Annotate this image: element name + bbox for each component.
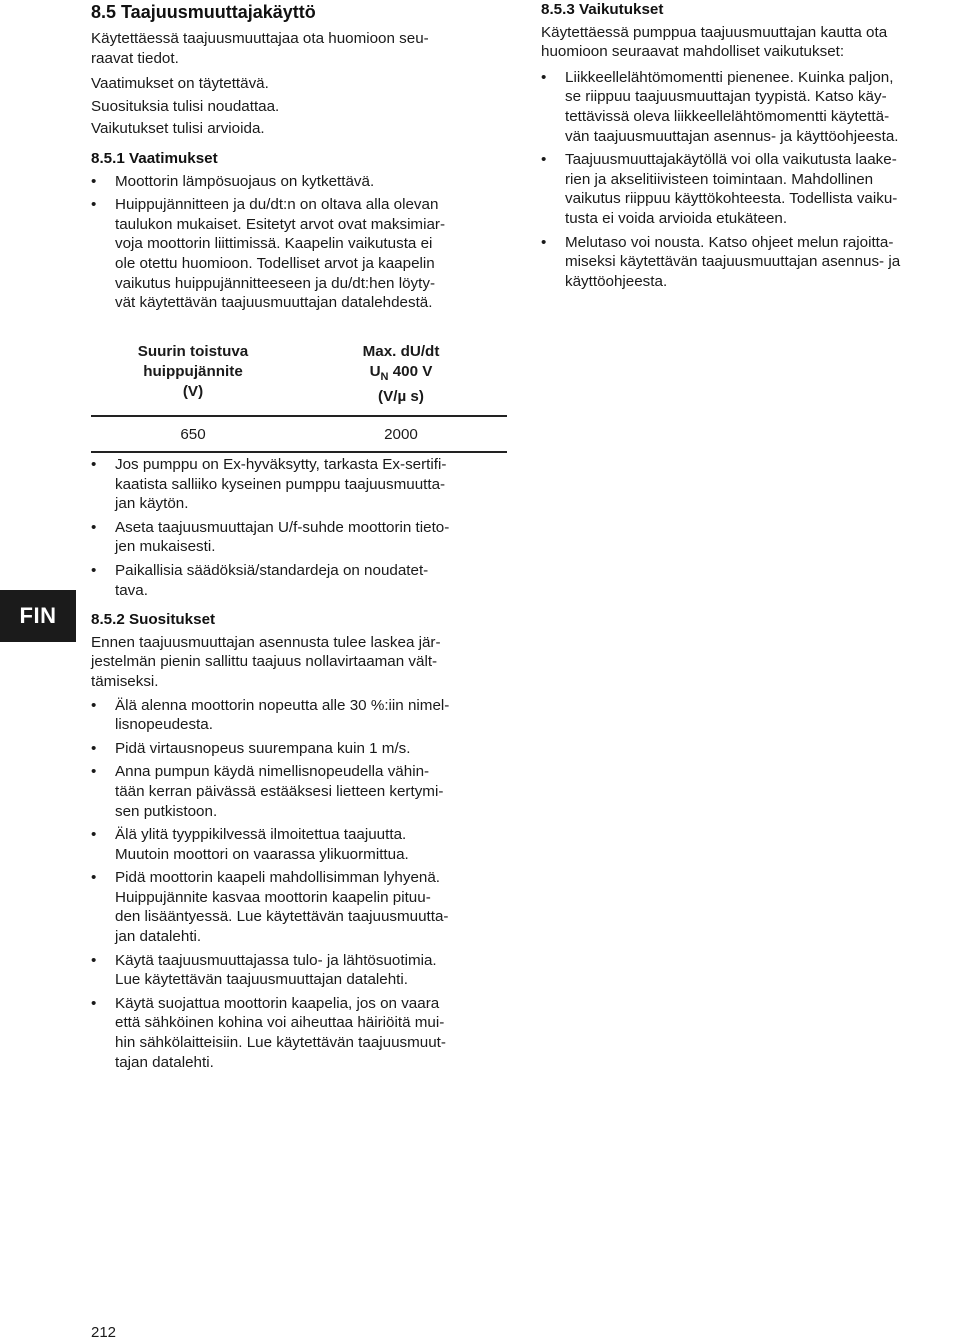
bullet-icon: • bbox=[91, 518, 97, 536]
recommendations-list bbox=[91, 696, 509, 1073]
bullet-icon: • bbox=[91, 951, 97, 969]
intro-paragraph bbox=[91, 633, 509, 692]
bullet-icon: • bbox=[91, 196, 97, 214]
section-heading: 8.5 Taajuusmuuttajakäyttö bbox=[91, 2, 316, 22]
text-line: Pidä moottorin kaapeli mahdollisimman lyhyenä. bbox=[115, 869, 441, 887]
bullet-icon: • bbox=[541, 233, 547, 251]
text-line: jestelmän pienin sallittu taajuus nollavirtaaman vält- bbox=[91, 653, 438, 671]
bullet-icon: • bbox=[91, 696, 97, 714]
text-line: huomioon seuraavat mahdolliset vaikutukset: bbox=[541, 43, 845, 61]
text-line: tämiseksi. bbox=[91, 672, 159, 690]
bullet-icon: • bbox=[541, 68, 547, 86]
text-line: tään kerran päivässä estääksesi lietteen kertymi- bbox=[115, 782, 444, 800]
text-line: Pidä virtausnopeus suurempana kuin 1 m/s. bbox=[115, 739, 411, 757]
list-item bbox=[91, 994, 509, 1072]
requirements-list bbox=[91, 172, 509, 313]
text-line: Vaikutukset tulisi arvioida. bbox=[91, 120, 265, 138]
text-line: vaikutus huippujännitteeseen ja du/dt:hen löyty- bbox=[115, 274, 435, 292]
list-item bbox=[91, 518, 509, 557]
voltage-table bbox=[91, 342, 507, 453]
column-header bbox=[295, 342, 507, 407]
bullet-icon: • bbox=[91, 994, 97, 1012]
list-item bbox=[91, 561, 509, 600]
text-line: vaikutus riippuu käyttökohteesta. Todellista vaiku- bbox=[565, 190, 898, 208]
text-line: Aseta taajuusmuuttajan U/f-suhde moottorin tieto- bbox=[115, 518, 450, 536]
bullet-icon: • bbox=[91, 826, 97, 844]
text-line: Käytettäessä taajuusmuuttajaa ota huomioon seu- bbox=[91, 30, 429, 47]
text-line: vät käytettävän taajuusmuuttajan datalehdestä. bbox=[115, 294, 433, 312]
list-item bbox=[541, 150, 959, 228]
header-line: huippujännite bbox=[143, 363, 243, 380]
bullet-icon: • bbox=[541, 151, 547, 169]
subsection-heading: 8.5.3 Vaikutukset bbox=[541, 1, 664, 18]
text-line: tusta ei voida arvioida etukäteen. bbox=[565, 209, 788, 227]
text-line: vän taajuusmuuttajan asennus- ja käyttöohjeesta. bbox=[565, 127, 899, 145]
subsection-heading: 8.5.2 Suositukset bbox=[91, 611, 216, 629]
list-item bbox=[541, 68, 959, 146]
list-item bbox=[91, 868, 509, 946]
text-line: Älä ylitä tyyppikilvessä ilmoitettua taajuutta. bbox=[115, 826, 407, 844]
text-line: tettävissä oleva liikkeellelähtömomentti käytettä- bbox=[565, 107, 890, 125]
text-line: Taajuusmuuttajakäytöllä voi olla vaikutusta laake- bbox=[565, 151, 897, 169]
bullet-icon: • bbox=[91, 739, 97, 757]
right-column bbox=[541, 0, 959, 295]
text-line: lisnopeudesta. bbox=[115, 716, 213, 734]
bullet-icon: • bbox=[91, 869, 97, 887]
text-line: Ennen taajuusmuuttajan asennusta tulee laskea jär- bbox=[91, 633, 441, 651]
text-line: jan käytön. bbox=[115, 495, 189, 513]
bullet-icon: • bbox=[91, 561, 97, 579]
list-item bbox=[91, 825, 509, 864]
text-line: Paikallisia säädöksiä/standardeja on noudatet- bbox=[115, 561, 429, 579]
text-line: Käytä suojattua moottorin kaapelia, jos on vaara bbox=[115, 994, 440, 1012]
text-line: tava. bbox=[115, 581, 148, 599]
text-line: Suosituksia tulisi noudattaa. bbox=[91, 97, 280, 115]
effects-list bbox=[541, 68, 959, 292]
text-line: Huippujännitteen ja du/dt:n on oltava alla olevan bbox=[115, 196, 439, 214]
header-line: Max. dU/dt bbox=[362, 343, 440, 360]
text-line: tajan datalehti. bbox=[115, 1053, 214, 1071]
text-line: että sähköinen kohina voi aiheuttaa häiriöitä mui- bbox=[115, 1014, 445, 1032]
list-item bbox=[91, 195, 509, 313]
text-line: jen mukaisesti. bbox=[115, 538, 216, 556]
page-number: 212 bbox=[91, 1324, 117, 1341]
list-item bbox=[91, 762, 509, 821]
text-line: ole otettu huomioon. Todelliset arvot ja kaapelin bbox=[115, 254, 435, 272]
table-cell: 650 bbox=[180, 426, 206, 443]
bullet-icon: • bbox=[91, 172, 97, 190]
text-line: voja moottorin liittimissä. Kaapelin vaikutusta ei bbox=[115, 235, 433, 253]
text-line: rien ja akselitiivisteen toimintaan. Mahdollinen bbox=[565, 170, 874, 188]
text-line: hin sähkölaitteisiin. Lue käytettävän taajuusmuut- bbox=[115, 1034, 446, 1052]
text-line: Huippujännite kasvaa moottorin kaapelin pituu- bbox=[115, 888, 431, 906]
header-line: $U_N$ 400 V bbox=[369, 363, 433, 383]
bullet-icon: • bbox=[91, 763, 97, 781]
text-line: Jos pumppu on Ex-hyväksytty, tarkasta Ex-sertifi- bbox=[115, 456, 447, 473]
list-item bbox=[541, 233, 959, 292]
left-column-lower bbox=[91, 455, 509, 1076]
list-item bbox=[91, 455, 509, 514]
text-line: jan datalehti. bbox=[115, 928, 202, 946]
table-row bbox=[91, 417, 507, 453]
text-line: taulukon mukaiset. Esitetyt arvot ovat maksimiar- bbox=[115, 215, 446, 233]
text-line: Käytettäessä pumppua taajuusmuuttajan kautta ota bbox=[541, 23, 888, 41]
list-item bbox=[91, 696, 509, 735]
text-line: se riippuu taajuusmuuttajan tyypistä. Katso käy- bbox=[565, 88, 887, 106]
text-line: Muutoin moottori on vaarassa ylikuormittua. bbox=[115, 845, 409, 863]
header-line: (V/µ s) bbox=[378, 388, 424, 405]
table-cell: 2000 bbox=[384, 426, 418, 443]
text-line: sen putkistoon. bbox=[115, 802, 218, 820]
text-line: käyttöohjeesta. bbox=[565, 272, 668, 290]
column-header bbox=[91, 342, 295, 407]
requirements-list-continued bbox=[91, 455, 509, 600]
text-line: Moottorin lämpösuojaus on kytkettävä. bbox=[115, 172, 375, 190]
text-line: Älä alenna moottorin nopeutta alle 30 %:iin nimel- bbox=[115, 696, 450, 714]
text-line: Melutaso voi nousta. Katso ohjeet melun rajoitta- bbox=[565, 233, 894, 251]
list-item bbox=[91, 951, 509, 990]
text-line: den lisääntyessä. Lue käytettävän taajuusmuutta- bbox=[115, 908, 449, 926]
text-line: kaatista salliiko kyseinen pumppu taajuusmuutta- bbox=[115, 475, 446, 493]
text-line: raavat tiedot. bbox=[91, 49, 179, 67]
header-line: Suurin toistuva bbox=[137, 343, 249, 360]
text-line: miseksi käytettävän taajuusmuuttajan asennus- ja bbox=[565, 253, 901, 271]
intro-paragraph bbox=[91, 29, 509, 68]
list-item bbox=[91, 739, 509, 759]
list-item bbox=[91, 172, 509, 192]
subsection-heading: 8.5.1 Vaatimukset bbox=[91, 149, 218, 167]
table-header bbox=[91, 342, 507, 417]
text-line: Vaatimukset on täytettävä. bbox=[91, 75, 269, 93]
left-column bbox=[91, 0, 509, 317]
intro-paragraph bbox=[541, 23, 959, 62]
text-line: Liikkeellelähtömomentti pienenee. Kuinka paljon, bbox=[565, 68, 894, 86]
text-line: Käytä taajuusmuuttajassa tulo- ja lähtösuotimia. bbox=[115, 951, 437, 969]
header-line: (V) bbox=[182, 383, 204, 400]
language-tab: FIN bbox=[0, 590, 76, 642]
text-line: Lue käytettävän taajuusmuuttajan datalehti. bbox=[115, 971, 408, 989]
text-line: Anna pumpun käydä nimellisnopeudella vähin- bbox=[115, 763, 430, 781]
bullet-icon: • bbox=[91, 456, 97, 473]
